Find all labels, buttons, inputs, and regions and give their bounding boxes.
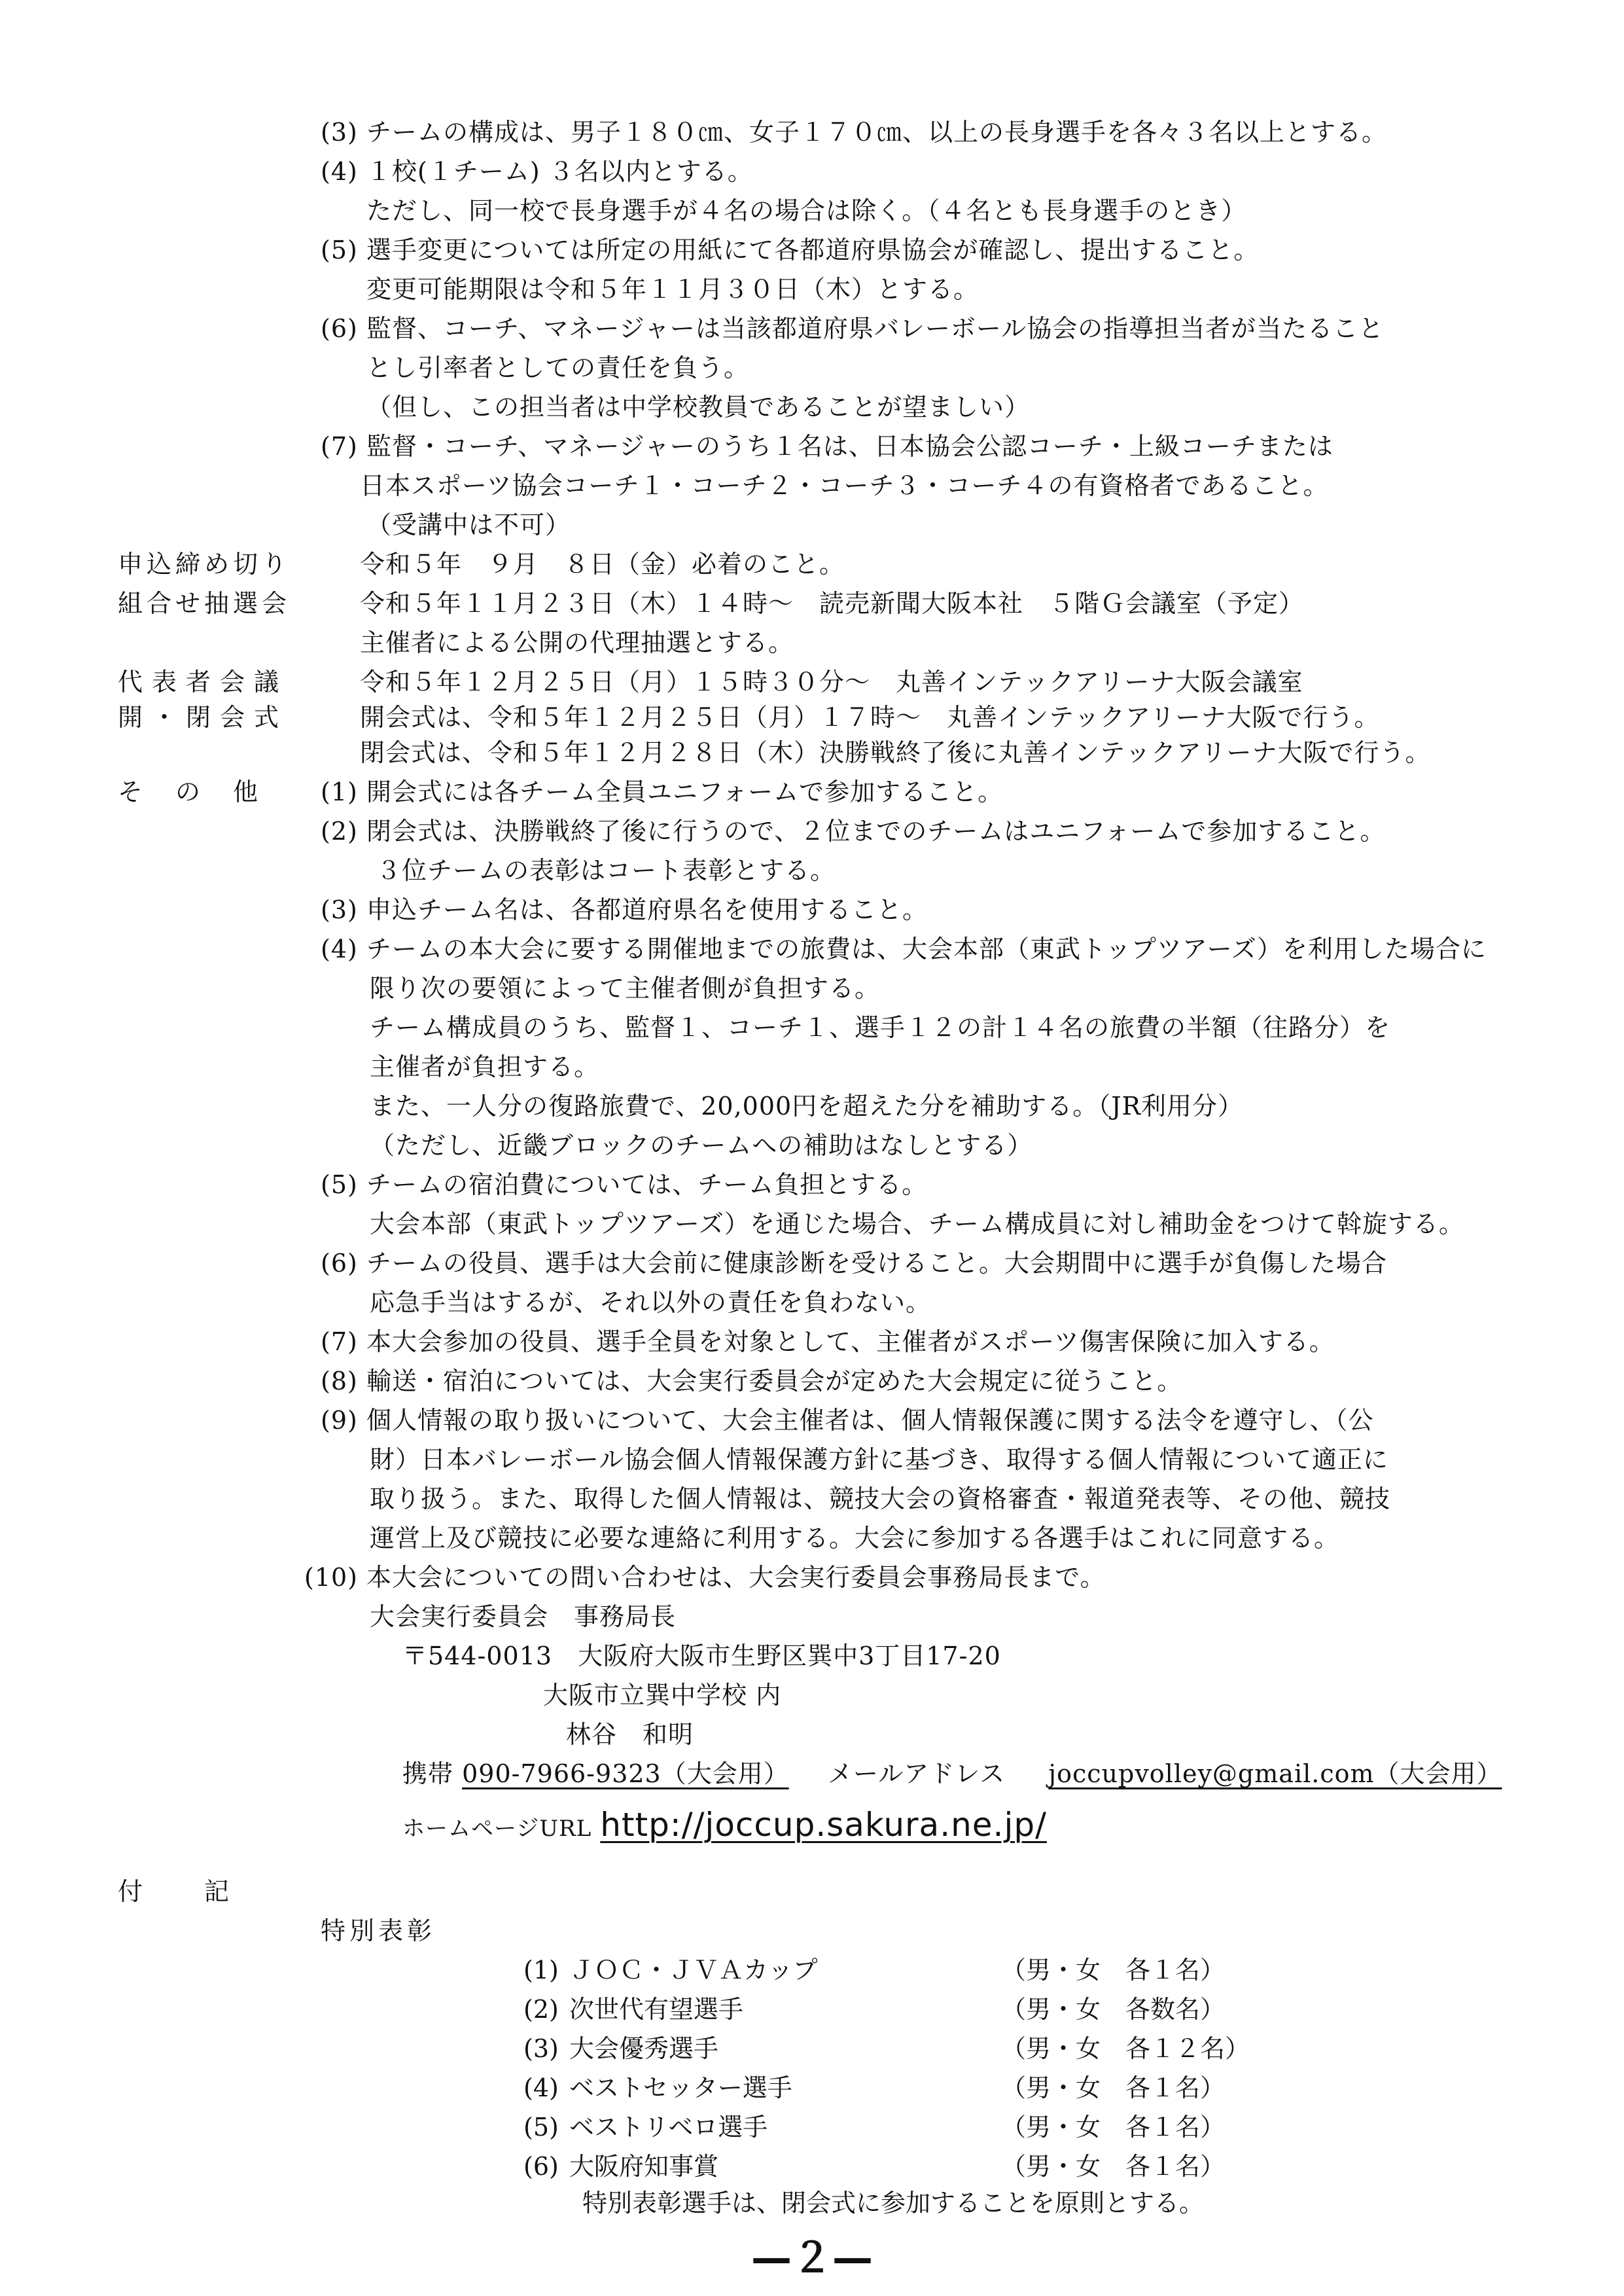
list-item: (6) 監督、コーチ、マネージャーは当該都道府県バレーボール協会の指導担当者が当たること: [321, 314, 1385, 343]
list-item: (2) 閉会式は、決勝戦終了後に行うので、２位までのチームはユニフォームで参加すること。: [321, 817, 1386, 846]
award-row: (5) ベストリベロ選手: [523, 2113, 768, 2142]
list-item: (9) 個人情報の取り扱いについて、大会主催者は、個人情報保護に関する法令を遵守し、（公: [321, 1406, 1374, 1435]
list-item: ただし、同一校で長身選手が４名の場合は除く。（４名とも長身選手のとき）: [366, 196, 1247, 225]
postal-address: 〒544-0013 大阪府大阪市生野区巽中3丁目17-20: [402, 1641, 1001, 1670]
appendix-title: 特別表彰: [321, 1916, 436, 1945]
list-item: とし引率者としての責任を負う。: [366, 353, 750, 382]
list-item: 大会本部（東武トップツアーズ）を通じた場合、チーム構成員に対し補助金をつけて斡旋する。: [370, 1210, 1464, 1238]
homepage-row: [402, 1808, 1047, 1846]
schedule-text: 令和５年 ９月 ８日（金）必着のこと。: [360, 550, 845, 579]
homepage-link[interactable]: http://joccup.sakura.ne.jp/: [600, 1806, 1047, 1844]
list-item: （ただし、近畿ブロックのチームへの補助はなしとする）: [370, 1131, 1033, 1160]
page-number: —２—: [750, 2234, 873, 2282]
award-row: (4) ベストセッター選手: [523, 2073, 792, 2102]
list-item: (3) チームの構成は、男子１８０㎝、女子１７０㎝、以上の長身選手を各々３名以上とする。: [321, 118, 1388, 147]
list-item: (6) チームの役員、選手は大会前に健康診断を受けること。大会期間中に選手が負傷した場合: [321, 1249, 1388, 1278]
award-row: (2) 次世代有望選手: [523, 1995, 744, 2024]
award-count: （男・女 各１２名）: [1001, 2034, 1250, 2063]
award-count: （男・女 各１名）: [1001, 1956, 1226, 1984]
list-item: (5) 選手変更については所定の用紙にて各都道府県協会が確認し、提出すること。: [321, 236, 1260, 264]
school-name: 大阪市立巽中学校 内: [543, 1681, 782, 1710]
schedule-text: 令和５年１２月２５日（月）１５時３０分～ 丸善インテックアリーナ大阪会議室: [360, 668, 1303, 696]
contact-person: 林谷 和明: [566, 1720, 694, 1749]
award-count: （男・女 各１名）: [1001, 2152, 1226, 2181]
list-item: (7) 監督・コーチ、マネージャーのうち１名は、日本協会公認コーチ・上級コーチまたは: [321, 432, 1333, 461]
schedule-text: 令和５年１１月２３日（木）１４時～ 読売新聞大阪本社 ５階Ｇ会議室（予定）: [360, 589, 1305, 618]
phone-row: [402, 1757, 789, 1791]
appendix-label: 付 記: [118, 1877, 234, 1906]
schedule-label: 申込締め切り: [118, 550, 291, 579]
list-item: また、一人分の復路旅費で、20,000円を超えた分を補助する。（JR利用分）: [370, 1092, 1244, 1121]
schedule-text: 閉会式は、令和５年１２月２８日（木）決勝戦終了後に丸善インテックアリーナ大阪で行う。: [360, 738, 1431, 767]
award-count: （男・女 各数名）: [1001, 1995, 1226, 2024]
schedule-label: 代表者会議: [118, 668, 289, 696]
office-title: 大会実行委員会 事務局長: [370, 1602, 677, 1631]
list-item: (8) 輸送・宿泊については、大会実行委員会が定めた大会規定に従うこと。: [321, 1367, 1183, 1395]
list-item: ３位チームの表彰はコート表彰とする。: [376, 856, 836, 885]
list-item: 主催者が負担する。: [370, 1052, 600, 1081]
list-item: (4) チームの本大会に要する開催地までの旅費は、大会本部（東武トップツアーズ）を利用した場合に: [321, 935, 1487, 963]
list-item: （但し、この担当者は中学校教員であることが望ましい）: [366, 393, 1031, 422]
list-item: (4) １校(１チーム) ３名以内とする。: [321, 157, 753, 186]
list-item: 運営上及び競技に必要な連絡に利用する。大会に参加する各選手はこれに同意する。: [370, 1524, 1340, 1552]
email-address[interactable]: joccupvolley@gmail.com（大会用）: [1048, 1759, 1502, 1788]
list-item: 変更可能期限は令和５年１１月３０日（木）とする。: [366, 275, 980, 304]
schedule-text: 開会式は、令和５年１２月２５日（月）１７時～ 丸善インテックアリーナ大阪で行う。: [360, 703, 1380, 732]
schedule-text: 主催者による公開の代理抽選とする。: [360, 628, 794, 657]
phone-label: 携帯: [402, 1759, 454, 1788]
list-item: チーム構成員のうち、監督１、コーチ１、選手１２の計１４名の旅費の半額（往路分）を: [370, 1013, 1391, 1042]
award-count: （男・女 各１名）: [1001, 2113, 1226, 2142]
list-item: 日本スポーツ協会コーチ１・コーチ２・コーチ３・コーチ４の有資格者であること。: [360, 471, 1329, 500]
other-label: そ の 他: [118, 778, 262, 806]
list-item: (1) 開会式には各チーム全員ユニフォームで参加すること。: [321, 778, 1004, 806]
appendix-note: 特別表彰選手は、閉会式に参加することを原則とする。: [582, 2189, 1205, 2217]
list-item: (7) 本大会参加の役員、選手全員を対象として、主催者がスポーツ傷害保険に加入する。: [321, 1327, 1335, 1356]
award-row: (1) ＪＯＣ・ＪＶＡカップ: [523, 1956, 818, 1984]
email-row: [828, 1757, 1502, 1791]
phone-number: 090-7966-9323（大会用）: [462, 1759, 789, 1788]
schedule-label: 開・閉会式: [118, 703, 289, 732]
homepage-label: ホームページURL: [402, 1816, 592, 1842]
schedule-label: 組合せ抽選会: [118, 589, 291, 618]
award-count: （男・女 各１名）: [1001, 2073, 1226, 2102]
list-item: 財）日本バレーボール協会個人情報保護方針に基づき、取得する個人情報について適正に: [370, 1445, 1388, 1474]
award-row: (3) 大会優秀選手: [523, 2034, 719, 2063]
list-item: 限り次の要領によって主催者側が負担する。: [370, 974, 881, 1003]
email-label: メールアドレス: [828, 1759, 1006, 1788]
list-item: 応急手当はするが、それ以外の責任を負わない。: [370, 1288, 932, 1317]
list-item: (5) チームの宿泊費については、チーム負担とする。: [321, 1170, 928, 1199]
list-item: 取り扱う。また、取得した個人情報は、競技大会の資格審査・報道発表等、その他、競技: [370, 1484, 1391, 1513]
list-item: （受講中は不可）: [366, 511, 571, 539]
list-item: (3) 申込チーム名は、各都道府県名を使用すること。: [321, 895, 928, 924]
award-row: (6) 大阪府知事賞: [523, 2152, 719, 2181]
list-item: (10) 本大会についての問い合わせは、大会実行委員会事務局長まで。: [304, 1563, 1106, 1592]
